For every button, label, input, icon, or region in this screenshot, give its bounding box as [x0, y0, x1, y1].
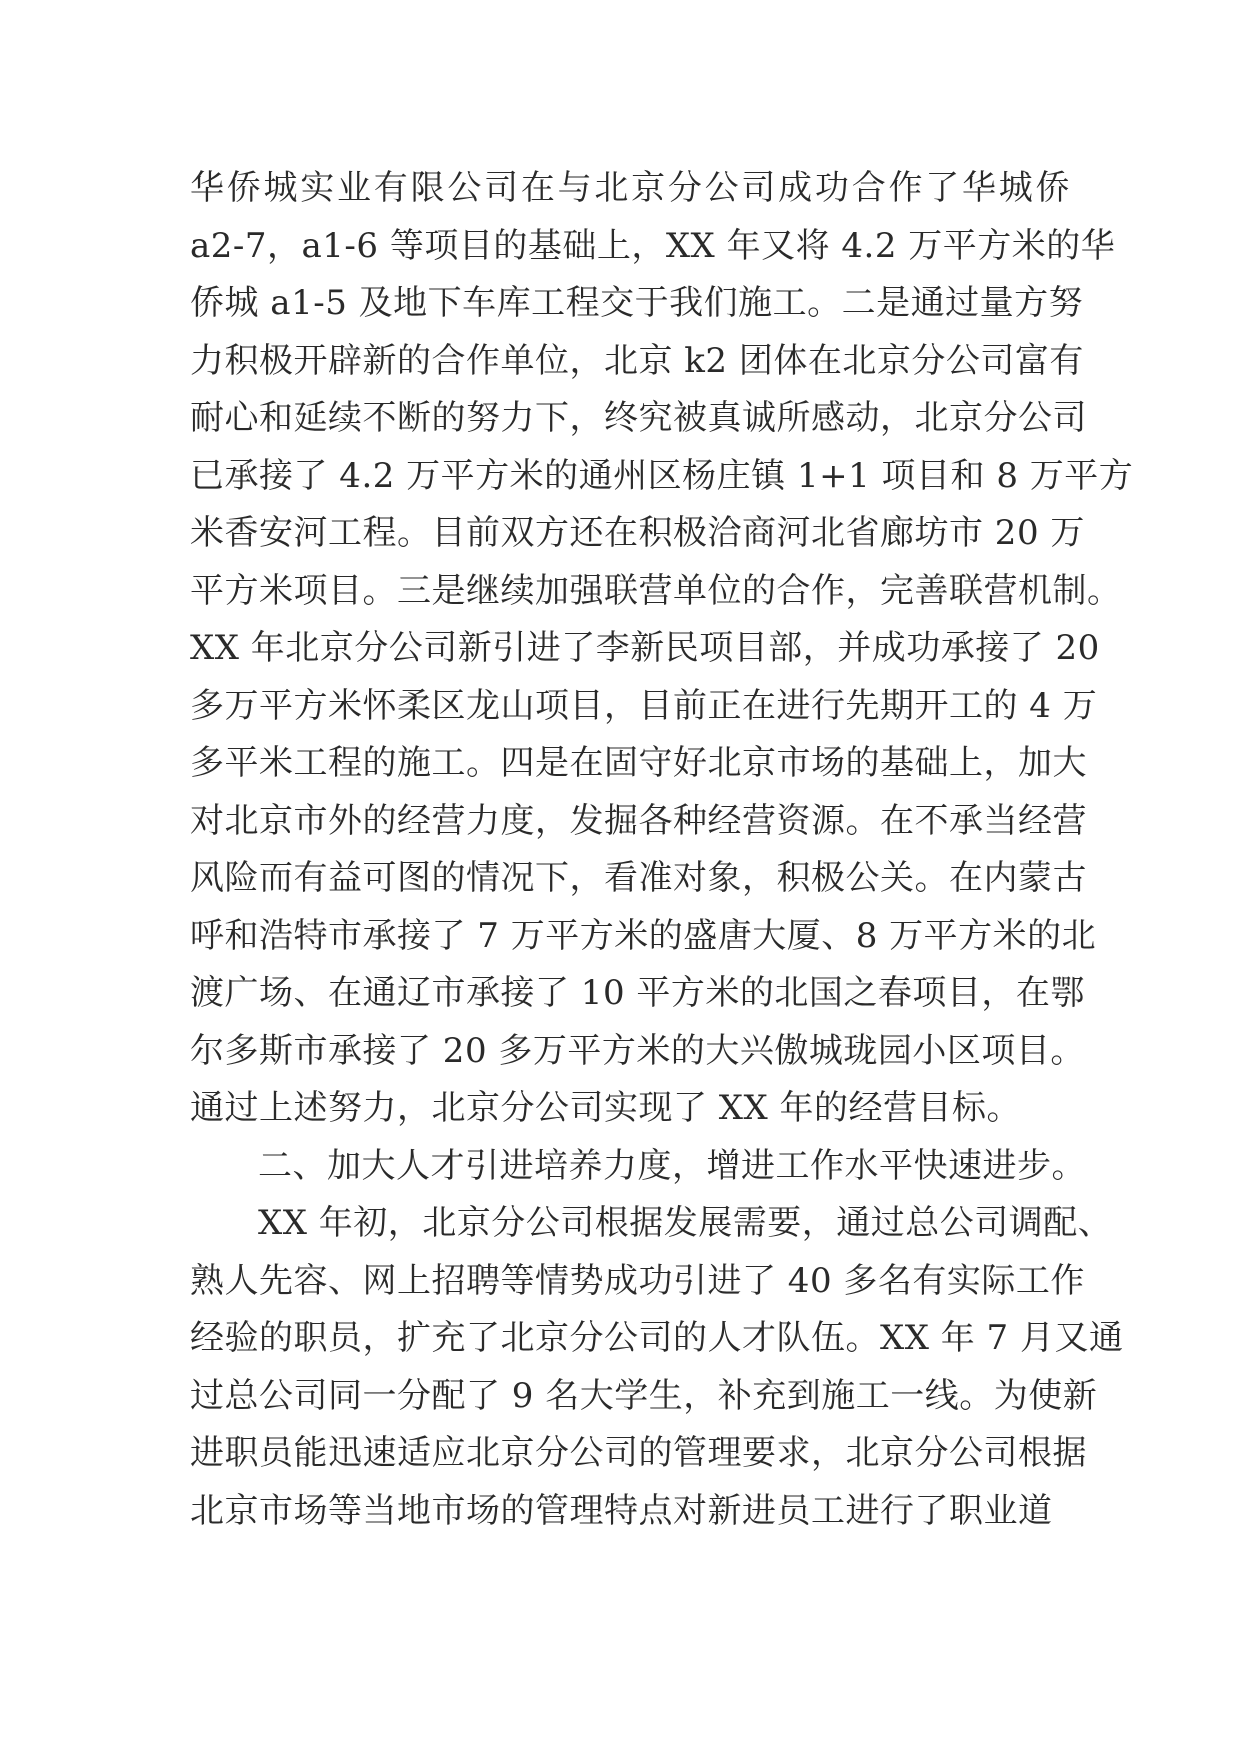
- section-heading: 二、加大人才引进培养力度，增进工作水平快速进步。: [258, 1145, 1086, 1186]
- text-line: 渡广场、在通辽市承接了 10 平方米的北国之春项目，在鄂: [190, 973, 1085, 1013]
- text-line: 华侨城实业有限公司在与北京分公司成功合作了华城侨: [190, 168, 1070, 208]
- text-line: 平方米项目。三是继续加强联营单位的合作，完善联营机制。: [190, 570, 1122, 611]
- text-line: 进职员能迅速适应北京分公司的管理要求，北京分公司根据: [190, 1433, 1087, 1473]
- text-line: 熟人先容、网上招聘等情势成功引进了 40 多名有实际工作: [190, 1260, 1085, 1301]
- text-line: 呼和浩特市承接了 7 万平方米的盛唐大厦、8 万平方米的北: [190, 915, 1097, 956]
- text-line: 已承接了 4.2 万平方米的通州区杨庄镇 1+1 项目和 8 万平方: [190, 455, 1134, 496]
- text-line: 北京市场等当地市场的管理特点对新进员工进行了职业道: [190, 1490, 1053, 1531]
- text-line: 经验的职员，扩充了北京分公司的人才队伍。XX 年 7 月又通: [190, 1318, 1124, 1358]
- body-text: [190, 160, 1134, 1540]
- text-line: 风险而有益可图的情况下，看准对象，积极公关。在内蒙古: [190, 858, 1087, 898]
- text-line: 侨城 a1-5 及地下车库工程交于我们施工。二是通过量方努: [190, 283, 1084, 323]
- text-line: 米香安河工程。目前双方还在积极洽商河北省廊坊市 20 万: [190, 513, 1085, 553]
- text-line: 通过上述努力，北京分公司实现了 XX 年的经营目标。: [190, 1088, 1022, 1128]
- text-line: 对北京市外的经营力度，发掘各种经营资源。在不承当经营: [190, 800, 1087, 841]
- text-line: XX 年初，北京分公司根据发展需要，通过总公司调配、: [258, 1203, 1113, 1243]
- text-line: 多平米工程的施工。四是在固守好北京市场的基础上，加大: [190, 743, 1087, 783]
- text-line: 尔多斯市承接了 20 多万平方米的大兴傲城珑园小区项目。: [190, 1030, 1085, 1071]
- text-line: 过总公司同一分配了 9 名大学生，补充到施工一线。为使新: [190, 1375, 1098, 1416]
- text-line: 力积极开辟新的合作单位，北京 k2 团体在北京分公司富有: [190, 340, 1084, 381]
- text-line: 耐心和延续不断的努力下，终究被真诚所感动，北京分公司: [190, 398, 1087, 438]
- text-line: a2-7，a1-6 等项目的基础上，XX 年又将 4.2 万平方米的华: [190, 225, 1116, 266]
- text-line: 多万平方米怀柔区龙山项目，目前正在进行先期开工的 4 万: [190, 685, 1098, 726]
- text-line: XX 年北京分公司新引进了李新民项目部，并成功承接了 20: [190, 628, 1100, 668]
